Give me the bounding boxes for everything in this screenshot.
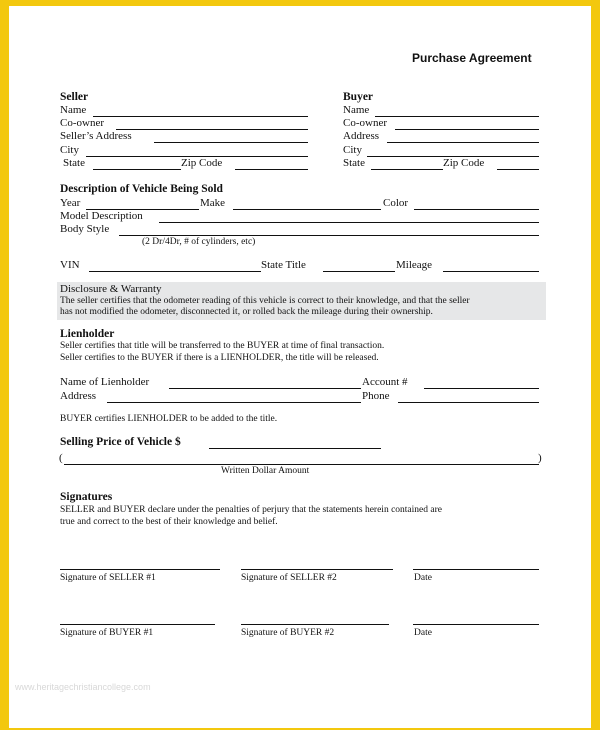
seller-city-label: City [60,144,79,156]
seller2-signature-line[interactable] [241,569,393,570]
date1-line[interactable] [413,569,539,570]
vehicle-make-label: Make [200,197,226,209]
buyer-heading: Buyer [343,91,374,103]
buyer-state-label: State [343,157,365,169]
state-title-label: State Title [261,259,306,271]
written-amount-close-paren: ) [538,452,542,464]
date2-label: Date [414,628,432,638]
seller1-signature-line[interactable] [60,569,220,570]
buyer-zip-label: Zip Code [443,157,485,169]
lienholder-line-1: Seller certifies that title will be transferred to the BUYER at time of final transaction. [60,341,385,351]
vehicle-body-line[interactable] [119,235,539,236]
buyer-address-line[interactable] [387,142,539,143]
vehicle-make-line[interactable] [233,209,381,210]
written-amount-caption: Written Dollar Amount [221,466,310,476]
watermark-text: www.heritagechristiancollege.com [15,682,151,692]
vin-line[interactable] [89,271,261,272]
state-title-line[interactable] [323,271,395,272]
lienholder-certify-text: BUYER certifies LIENHOLDER to be added to the title. [60,414,278,424]
lienholder-heading: Lienholder [60,328,115,340]
selling-price-label: Selling Price of Vehicle $ [60,436,181,448]
mileage-label: Mileage [396,259,433,271]
vehicle-model-line[interactable] [159,222,539,223]
signatures-line-1: SELLER and BUYER declare under the penalties of perjury that the statements herein contained are [60,505,442,515]
buyer2-signature-label: Signature of BUYER #2 [241,628,335,638]
lienholder-name-line[interactable] [169,388,361,389]
vehicle-color-label: Color [383,197,409,209]
buyer-zip-line[interactable] [497,169,539,170]
buyer-coowner-label: Co-owner [343,117,387,129]
buyer1-signature-label: Signature of BUYER #1 [60,628,154,638]
vehicle-model-label: Model Description [60,210,143,222]
buyer2-signature-line[interactable] [241,624,389,625]
seller-address-line[interactable] [154,142,308,143]
lienholder-phone-label: Phone [362,390,390,402]
date1-label: Date [414,573,432,583]
seller-zip-line[interactable] [235,169,308,170]
vin-label: VIN [60,259,80,271]
signatures-heading: Signatures [60,491,113,503]
document-title: Purchase Agreement [412,51,532,65]
buyer-name-label: Name [343,104,370,116]
vehicle-color-line[interactable] [414,209,539,210]
vehicle-body-hint: (2 Dr/4Dr, # of cylinders, etc) [142,237,256,247]
lienholder-account-label: Account # [362,376,408,388]
seller2-signature-label: Signature of SELLER #2 [241,573,337,583]
buyer-city-label: City [343,144,362,156]
buyer1-signature-line[interactable] [60,624,215,625]
buyer-name-line[interactable] [375,116,539,117]
document-page [9,6,591,728]
written-amount-open-paren: ( [59,452,63,464]
disclosure-line-2: has not modified the odometer, disconnected it, or rolled back the mileage during their ownership. [60,307,433,317]
lienholder-name-label: Name of Lienholder [60,376,150,388]
disclosure-line-1: The seller certifies that the odometer reading of this vehicle is correct to their knowledge, and that the seller [60,296,470,306]
mileage-line[interactable] [443,271,539,272]
seller-name-label: Name [60,104,87,116]
seller1-signature-label: Signature of SELLER #1 [60,573,156,583]
vehicle-year-label: Year [60,197,81,209]
selling-price-line[interactable] [209,448,381,449]
lienholder-account-line[interactable] [424,388,539,389]
lienholder-phone-line[interactable] [398,402,539,403]
vehicle-body-label: Body Style [60,223,110,235]
written-amount-line[interactable] [64,464,539,465]
buyer-coowner-line[interactable] [395,129,539,130]
seller-state-label: State [63,157,85,169]
disclosure-heading: Disclosure & Warranty [60,283,162,295]
seller-heading: Seller [60,91,89,103]
date2-line[interactable] [413,624,539,625]
signatures-line-2: true and correct to the best of their knowledge and belief. [60,517,278,527]
seller-address-label: Seller’s Address [60,130,132,142]
seller-state-line[interactable] [93,169,181,170]
seller-coowner-label: Co-owner [60,117,104,129]
seller-coowner-line[interactable] [116,129,308,130]
seller-name-line[interactable] [93,116,308,117]
lienholder-line-2: Seller certifies to the BUYER if there is a LIENHOLDER, the title will be released. [60,353,379,363]
vehicle-heading: Description of Vehicle Being Sold [60,183,223,195]
seller-zip-label: Zip Code [181,157,223,169]
buyer-address-label: Address [343,130,380,142]
buyer-state-line[interactable] [371,169,443,170]
lienholder-address-line[interactable] [107,402,361,403]
lienholder-address-label: Address [60,390,97,402]
